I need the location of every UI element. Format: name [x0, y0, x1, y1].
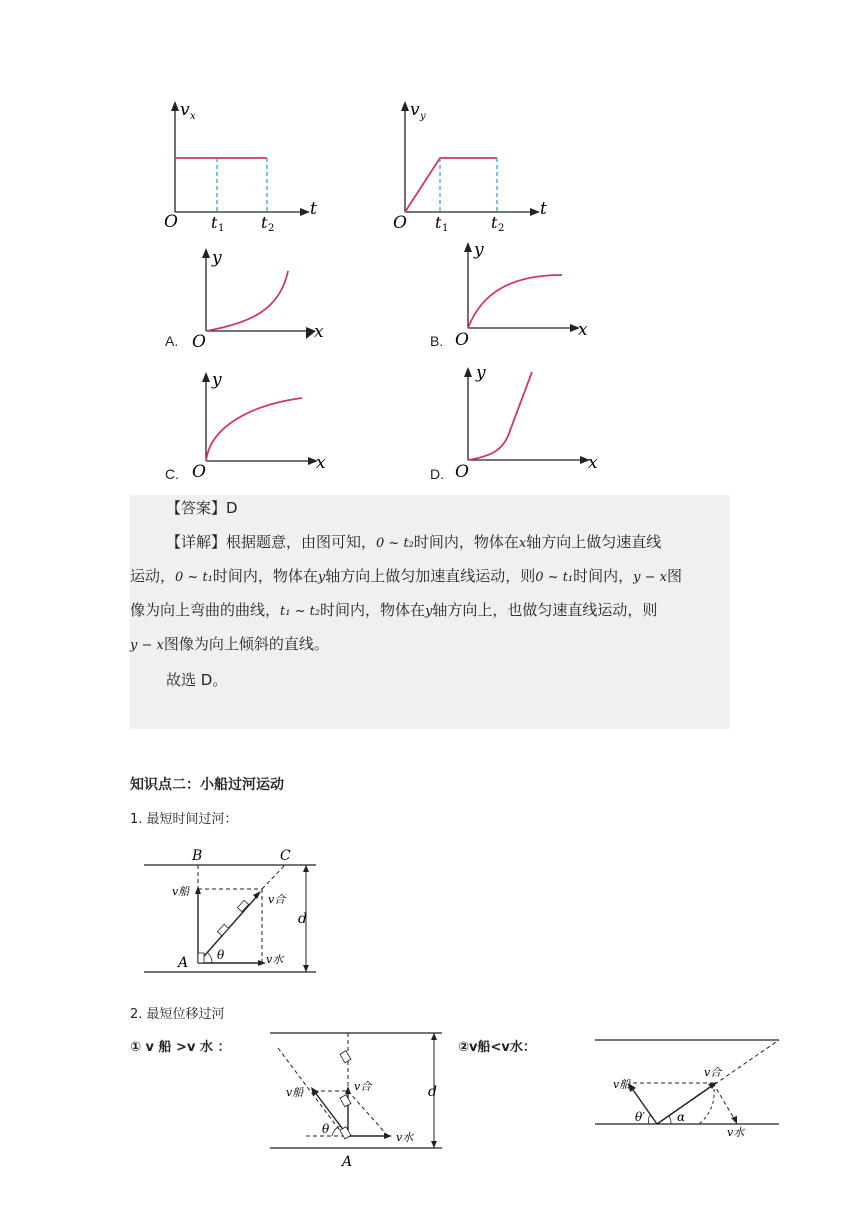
option-a-graph [190, 245, 340, 355]
option-c-letter: C. [165, 466, 179, 482]
label-b: B [192, 848, 203, 864]
shortest-time-diagram [140, 845, 330, 980]
origin-label: O [192, 462, 206, 482]
t-label: t [540, 199, 547, 219]
origin-label: O [455, 330, 469, 350]
option-b-letter: B. [430, 333, 444, 349]
label-v-sum: v合 [268, 893, 286, 906]
t1-sub: 1 [218, 223, 225, 234]
t1-sub: 1 [442, 223, 449, 234]
label-alpha: α [677, 1110, 686, 1124]
item-1: 1. 最短时间过河： [130, 812, 238, 827]
origin-label: O [192, 332, 206, 352]
x-label: x [316, 453, 326, 473]
label-v-boat: v船 [286, 1086, 304, 1099]
x-label: x [314, 322, 324, 342]
option-a-letter: A. [165, 333, 179, 349]
curve [468, 372, 532, 460]
vy-line [405, 158, 497, 212]
t2-sub: 2 [498, 223, 505, 234]
x-label: x [588, 453, 598, 473]
curve [206, 271, 288, 331]
label-v-boat: v船 [613, 1078, 631, 1091]
y-label: y [476, 363, 486, 383]
origin-label: O [164, 212, 178, 232]
vy-t-graph [390, 95, 560, 235]
label-v-sum: v合 [704, 1066, 722, 1079]
y-label: y [212, 370, 222, 390]
curve [468, 275, 562, 328]
case1-diagram [270, 1028, 450, 1173]
option-b-graph [452, 237, 602, 352]
label-v-water: v水 [727, 1126, 745, 1139]
detail-line-1: 【详解】根据题意，由图可知，0 ~ t₂时间内，物体在x轴方向上做匀速直线 [166, 533, 662, 551]
label-theta: θ [322, 1122, 330, 1136]
label-v-sum: v合 [354, 1080, 372, 1093]
label-a: A [342, 1154, 353, 1170]
v-label: v [180, 100, 190, 120]
v-label: v [410, 100, 420, 120]
section-title: 知识点二：小船过河运动 [130, 777, 284, 793]
detail-line-2: 运动，0 ~ t₁时间内，物体在y轴方向上做匀加速直线运动，则0 ~ t₁时间内，y − x图 [130, 567, 683, 585]
t1-label: t [435, 213, 442, 232]
label-theta: θ [217, 948, 225, 962]
y-label: y [474, 240, 484, 260]
option-c-graph [190, 367, 340, 482]
label-d: d [298, 911, 307, 927]
vx-t-graph [160, 95, 330, 235]
case-2: ②v船<v水： [458, 1040, 536, 1055]
option-d-graph [452, 360, 612, 482]
t1-label: t [211, 213, 218, 232]
case2-diagram [595, 1032, 785, 1142]
label-v-boat: v船 [172, 885, 190, 898]
detail-label: 【详解】 [166, 533, 227, 551]
option-d-letter: D. [430, 466, 444, 482]
label-v-water: v水 [266, 953, 284, 966]
conclusion: 故选 D。 [166, 671, 228, 689]
origin-label: O [455, 462, 469, 482]
detail-line-4: y − x图像为向上倾斜的直线。 [130, 635, 329, 653]
v-sub: x [190, 111, 196, 122]
curve [206, 398, 302, 461]
label-theta-prime: θ′ [635, 1110, 645, 1124]
item-2: 2. 最短位移过河 [130, 1007, 225, 1022]
label-d: d [428, 1084, 437, 1100]
label-a: A [178, 955, 189, 971]
t2-sub: 2 [268, 223, 275, 234]
t-label: t [310, 199, 317, 219]
v-sub: y [420, 111, 426, 122]
t2-label: t [491, 213, 498, 232]
origin-label: O [393, 213, 407, 233]
y-label: y [212, 248, 222, 268]
label-c: C [280, 848, 291, 864]
case-1: ① v 船 >v 水 ： [130, 1040, 231, 1055]
x-label: x [578, 320, 588, 340]
t2-label: t [261, 213, 268, 232]
answer-line: 【答案】D [166, 499, 238, 517]
label-v-water: v水 [396, 1131, 414, 1144]
detail-line-3: 像为向上弯曲的曲线，t₁ ~ t₂时间内，物体在y轴方向上，也做匀速直线运动，则 [130, 601, 658, 619]
